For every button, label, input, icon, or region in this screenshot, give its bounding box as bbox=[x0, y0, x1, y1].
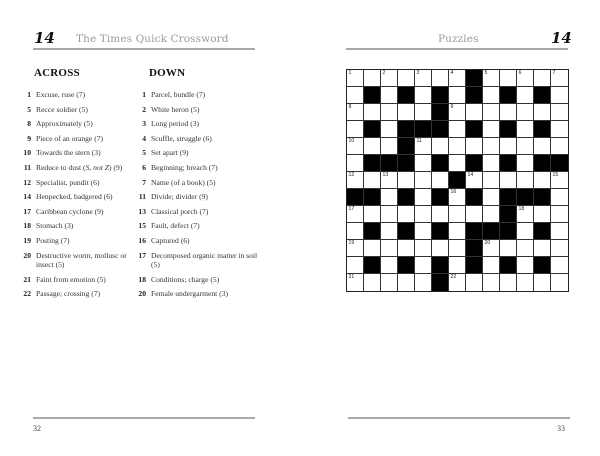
black-square bbox=[398, 189, 415, 206]
clue-text: Stomach (3) bbox=[36, 221, 74, 231]
grid-cell[interactable] bbox=[483, 274, 500, 291]
black-square bbox=[364, 155, 381, 172]
grid-cell[interactable] bbox=[551, 189, 568, 206]
down-clue-16 bbox=[134, 236, 262, 245]
grid-cell[interactable] bbox=[347, 104, 364, 121]
grid-cell[interactable] bbox=[432, 70, 449, 87]
clue-text: Henpecked, badgered (6) bbox=[36, 192, 113, 202]
black-square bbox=[466, 189, 483, 206]
grid-cell[interactable] bbox=[517, 257, 534, 274]
clue-number: 20 bbox=[138, 289, 146, 299]
clue-text: Parcel, bundle (7) bbox=[151, 90, 206, 99]
grid-cell[interactable] bbox=[347, 138, 364, 155]
down-clue-3 bbox=[134, 119, 262, 128]
black-square bbox=[432, 155, 449, 172]
black-square bbox=[500, 155, 517, 172]
grid-cell[interactable] bbox=[415, 70, 432, 87]
clue-text: Set apart (9) bbox=[151, 148, 189, 158]
cell-number: 15 bbox=[552, 171, 559, 178]
grid-cell[interactable] bbox=[347, 121, 364, 138]
clue-text: Beginning; breach (7) bbox=[151, 162, 218, 172]
clue-number: 8 bbox=[27, 119, 31, 129]
black-square bbox=[432, 274, 449, 291]
grid-cell[interactable] bbox=[500, 104, 517, 121]
left-puzzle-number: 14 bbox=[34, 29, 55, 47]
grid-cell[interactable] bbox=[483, 257, 500, 274]
black-square bbox=[466, 155, 483, 172]
across-clue-list bbox=[19, 90, 137, 304]
across-clue-18 bbox=[19, 221, 137, 230]
across-clue-9 bbox=[19, 134, 137, 143]
grid-cell[interactable] bbox=[381, 87, 398, 104]
black-square bbox=[449, 172, 466, 189]
grid-cell[interactable] bbox=[415, 189, 432, 206]
grid-cell[interactable] bbox=[551, 172, 568, 189]
grid-cell[interactable] bbox=[551, 138, 568, 155]
grid-cell[interactable] bbox=[517, 138, 534, 155]
grid-cell[interactable] bbox=[483, 155, 500, 172]
left-header-rule bbox=[33, 48, 255, 50]
black-square bbox=[500, 121, 517, 138]
clue-number: 15 bbox=[138, 221, 146, 231]
black-square bbox=[398, 223, 415, 240]
grid-cell[interactable] bbox=[500, 70, 517, 87]
down-clue-18 bbox=[134, 275, 262, 284]
black-square bbox=[398, 257, 415, 274]
black-square bbox=[466, 257, 483, 274]
grid-cell[interactable] bbox=[466, 138, 483, 155]
clue-number: 18 bbox=[23, 221, 31, 231]
grid-cell[interactable] bbox=[551, 87, 568, 104]
black-square bbox=[398, 155, 415, 172]
grid-cell[interactable] bbox=[483, 138, 500, 155]
black-square bbox=[398, 138, 415, 155]
grid-cell[interactable] bbox=[347, 223, 364, 240]
grid-cell[interactable] bbox=[449, 70, 466, 87]
clue-text: Destructive worm, mollusc or insect (5) bbox=[36, 250, 127, 269]
grid-cell[interactable] bbox=[381, 104, 398, 121]
black-square bbox=[466, 70, 483, 87]
grid-cell[interactable] bbox=[449, 138, 466, 155]
clue-number: 5 bbox=[142, 148, 146, 158]
grid-cell[interactable] bbox=[483, 121, 500, 138]
grid-cell[interactable] bbox=[466, 172, 483, 189]
clue-number: 2 bbox=[142, 104, 146, 114]
black-square bbox=[466, 240, 483, 257]
clue-text: Scuffle, struggle (6) bbox=[151, 133, 212, 143]
grid-cell[interactable] bbox=[517, 172, 534, 189]
grid-cell[interactable] bbox=[449, 189, 466, 206]
black-square bbox=[398, 121, 415, 138]
grid-cell[interactable] bbox=[415, 240, 432, 257]
cell-number: 2 bbox=[382, 69, 386, 76]
clue-text: Long period (3) bbox=[151, 119, 200, 129]
right-puzzle-number: 14 bbox=[551, 29, 572, 47]
grid-cell[interactable] bbox=[534, 138, 551, 155]
grid-cell[interactable] bbox=[500, 240, 517, 257]
grid-cell[interactable] bbox=[449, 121, 466, 138]
clue-number: 11 bbox=[138, 192, 146, 202]
down-clue-1 bbox=[134, 90, 262, 99]
grid-cell[interactable] bbox=[466, 206, 483, 223]
grid-cell[interactable] bbox=[432, 138, 449, 155]
grid-cell[interactable] bbox=[551, 223, 568, 240]
grid-cell[interactable] bbox=[347, 70, 364, 87]
grid-cell[interactable] bbox=[551, 206, 568, 223]
across-heading: ACROSS bbox=[34, 67, 80, 79]
clue-text: Conditions; charge (5) bbox=[151, 274, 220, 284]
grid-cell[interactable] bbox=[432, 172, 449, 189]
left-page-number: 32 bbox=[33, 424, 41, 433]
clue-text: Posting (7) bbox=[36, 235, 70, 245]
cell-number: 22 bbox=[450, 273, 457, 280]
clue-text: Approximately (5) bbox=[36, 119, 93, 129]
black-square bbox=[534, 87, 551, 104]
across-clue-1 bbox=[19, 90, 137, 99]
grid-cell[interactable] bbox=[432, 240, 449, 257]
clue-number: 17 bbox=[138, 250, 146, 260]
grid-cell[interactable] bbox=[517, 223, 534, 240]
black-square bbox=[534, 257, 551, 274]
cell-number: 16 bbox=[450, 188, 457, 195]
right-running-title: Puzzles bbox=[438, 33, 479, 45]
grid-cell[interactable] bbox=[483, 87, 500, 104]
grid-cell[interactable] bbox=[483, 172, 500, 189]
clue-number: 4 bbox=[142, 133, 146, 143]
grid-cell[interactable] bbox=[534, 206, 551, 223]
grid-cell[interactable] bbox=[364, 240, 381, 257]
clue-number: 10 bbox=[23, 148, 31, 158]
grid-cell[interactable] bbox=[381, 172, 398, 189]
grid-cell[interactable] bbox=[415, 206, 432, 223]
grid-cell[interactable] bbox=[381, 206, 398, 223]
clue-text: Fault, defect (7) bbox=[151, 221, 200, 231]
down-clue-6 bbox=[134, 163, 262, 172]
clue-number: 16 bbox=[138, 235, 146, 245]
grid-cell[interactable] bbox=[534, 172, 551, 189]
clue-text: Female undergarment (3) bbox=[151, 289, 229, 299]
grid-cell[interactable] bbox=[517, 206, 534, 223]
clue-number: 3 bbox=[142, 119, 146, 129]
grid-cell[interactable] bbox=[347, 257, 364, 274]
clue-number: 18 bbox=[138, 274, 146, 284]
grid-cell[interactable] bbox=[398, 274, 415, 291]
cell-number: 19 bbox=[348, 239, 355, 246]
black-square bbox=[432, 87, 449, 104]
grid-cell[interactable] bbox=[483, 189, 500, 206]
grid-cell[interactable] bbox=[517, 87, 534, 104]
across-clue-17 bbox=[19, 207, 137, 216]
cell-number: 7 bbox=[552, 69, 556, 76]
black-square bbox=[500, 223, 517, 240]
right-header-rule bbox=[346, 48, 568, 50]
clue-text: Recce soldier (5) bbox=[36, 104, 88, 114]
cell-number: 1 bbox=[348, 69, 352, 76]
grid-cell[interactable] bbox=[449, 223, 466, 240]
cell-number: 21 bbox=[348, 273, 355, 280]
cell-number: 8 bbox=[348, 103, 352, 110]
grid-cell[interactable] bbox=[415, 172, 432, 189]
left-running-title: The Times Quick Crossword bbox=[76, 33, 229, 45]
grid-cell[interactable] bbox=[347, 155, 364, 172]
across-clue-22 bbox=[19, 289, 137, 298]
grid-cell[interactable] bbox=[483, 206, 500, 223]
grid-cell[interactable] bbox=[398, 172, 415, 189]
grid-cell[interactable] bbox=[466, 274, 483, 291]
grid-cell[interactable] bbox=[364, 70, 381, 87]
black-square bbox=[534, 121, 551, 138]
black-square bbox=[534, 189, 551, 206]
down-clue-13 bbox=[134, 207, 262, 216]
clue-number: 14 bbox=[23, 192, 31, 202]
black-square bbox=[500, 87, 517, 104]
grid-cell[interactable] bbox=[551, 121, 568, 138]
grid-cell[interactable] bbox=[415, 274, 432, 291]
across-clue-20 bbox=[19, 251, 137, 270]
black-square bbox=[551, 155, 568, 172]
grid-cell[interactable] bbox=[415, 155, 432, 172]
black-square bbox=[466, 87, 483, 104]
clue-text: Faint from emotion (5) bbox=[36, 274, 106, 284]
clue-number: 6 bbox=[142, 162, 146, 172]
grid-cell[interactable] bbox=[500, 172, 517, 189]
clue-number: 5 bbox=[27, 104, 31, 114]
black-square bbox=[364, 257, 381, 274]
grid-cell[interactable] bbox=[347, 172, 364, 189]
cell-number: 9 bbox=[450, 103, 454, 110]
grid-cell[interactable] bbox=[534, 104, 551, 121]
grid-cell[interactable] bbox=[551, 104, 568, 121]
grid-cell[interactable] bbox=[347, 274, 364, 291]
cell-number: 4 bbox=[450, 69, 454, 76]
right-page-number: 33 bbox=[557, 424, 565, 433]
clue-number: 11 bbox=[23, 162, 31, 172]
black-square bbox=[364, 87, 381, 104]
clue-number: 13 bbox=[138, 206, 146, 216]
grid-cell[interactable] bbox=[398, 206, 415, 223]
grid-cell[interactable] bbox=[517, 274, 534, 291]
clue-number: 17 bbox=[23, 206, 31, 216]
cell-number: 12 bbox=[348, 171, 355, 178]
down-clue-4 bbox=[134, 134, 262, 143]
clue-number: 21 bbox=[23, 274, 31, 284]
black-square bbox=[432, 257, 449, 274]
across-clue-11 bbox=[19, 163, 137, 172]
cell-number: 17 bbox=[348, 205, 355, 212]
grid-cell[interactable] bbox=[347, 206, 364, 223]
grid-cell[interactable] bbox=[534, 240, 551, 257]
clue-text: Decomposed organic matter in soil (5) bbox=[151, 250, 258, 269]
grid-cell[interactable] bbox=[483, 70, 500, 87]
grid-cell[interactable] bbox=[517, 240, 534, 257]
grid-cell[interactable] bbox=[449, 104, 466, 121]
down-clue-15 bbox=[134, 221, 262, 230]
grid-cell[interactable] bbox=[398, 104, 415, 121]
across-clue-19 bbox=[19, 236, 137, 245]
down-clue-list bbox=[134, 90, 262, 304]
black-square bbox=[466, 223, 483, 240]
black-square bbox=[415, 121, 432, 138]
black-square bbox=[364, 223, 381, 240]
grid-cell[interactable] bbox=[398, 240, 415, 257]
grid-cell[interactable] bbox=[364, 104, 381, 121]
grid-cell[interactable] bbox=[517, 121, 534, 138]
clue-number: 7 bbox=[142, 177, 146, 187]
black-square bbox=[500, 257, 517, 274]
clue-number: 19 bbox=[23, 235, 31, 245]
black-square bbox=[517, 189, 534, 206]
grid-cell[interactable] bbox=[364, 274, 381, 291]
black-square bbox=[483, 223, 500, 240]
grid-cell[interactable] bbox=[381, 138, 398, 155]
down-clue-20 bbox=[134, 289, 262, 298]
down-clue-2 bbox=[134, 105, 262, 114]
cell-number: 14 bbox=[467, 171, 474, 178]
left-footer-rule bbox=[33, 417, 255, 419]
black-square bbox=[500, 189, 517, 206]
grid-cell[interactable] bbox=[415, 87, 432, 104]
black-square bbox=[364, 121, 381, 138]
clue-number: 9 bbox=[27, 133, 31, 143]
clue-number: 12 bbox=[23, 177, 31, 187]
cell-number: 13 bbox=[382, 171, 389, 178]
grid-cell[interactable] bbox=[415, 138, 432, 155]
grid-cell[interactable] bbox=[551, 240, 568, 257]
right-footer-rule bbox=[348, 417, 570, 419]
grid-cell[interactable] bbox=[551, 70, 568, 87]
grid-cell[interactable] bbox=[381, 240, 398, 257]
black-square bbox=[432, 189, 449, 206]
grid-cell[interactable] bbox=[415, 257, 432, 274]
clue-text: Excuse, ruse (7) bbox=[36, 90, 86, 99]
grid-cell[interactable] bbox=[347, 240, 364, 257]
grid-cell[interactable] bbox=[381, 189, 398, 206]
grid-cell[interactable] bbox=[466, 104, 483, 121]
grid-cell[interactable] bbox=[364, 172, 381, 189]
clue-number: 1 bbox=[142, 90, 146, 99]
crossword-grid[interactable] bbox=[346, 69, 569, 292]
grid-cell[interactable] bbox=[483, 104, 500, 121]
clue-text: Towards the stern (3) bbox=[36, 148, 101, 158]
cell-number: 10 bbox=[348, 137, 355, 144]
grid-cell[interactable] bbox=[364, 138, 381, 155]
grid-cell[interactable] bbox=[381, 257, 398, 274]
cell-number: 11 bbox=[416, 137, 422, 144]
grid-cell[interactable] bbox=[432, 206, 449, 223]
grid-cell[interactable] bbox=[415, 223, 432, 240]
grid-cell[interactable] bbox=[517, 104, 534, 121]
across-clue-14 bbox=[19, 192, 137, 201]
down-clue-7 bbox=[134, 178, 262, 187]
down-clue-11 bbox=[134, 192, 262, 201]
cell-number: 20 bbox=[484, 239, 491, 246]
cell-number: 6 bbox=[518, 69, 522, 76]
down-clue-17 bbox=[134, 251, 262, 270]
black-square bbox=[534, 223, 551, 240]
black-square bbox=[381, 155, 398, 172]
black-square bbox=[347, 189, 364, 206]
cell-number: 3 bbox=[416, 69, 420, 76]
black-square bbox=[398, 87, 415, 104]
down-clue-5 bbox=[134, 148, 262, 157]
grid-cell[interactable] bbox=[398, 70, 415, 87]
grid-cell[interactable] bbox=[449, 155, 466, 172]
clue-text: Piece of an orange (7) bbox=[36, 133, 104, 143]
cell-number: 5 bbox=[484, 69, 488, 76]
across-clue-5 bbox=[19, 105, 137, 114]
grid-cell[interactable] bbox=[347, 87, 364, 104]
clue-text: White heron (5) bbox=[151, 104, 200, 114]
across-clue-12 bbox=[19, 178, 137, 187]
black-square bbox=[432, 104, 449, 121]
grid-cell[interactable] bbox=[449, 274, 466, 291]
clue-text: Divide; divider (9) bbox=[151, 192, 208, 202]
black-square bbox=[364, 189, 381, 206]
clue-text: Passage; crossing (7) bbox=[36, 289, 101, 299]
across-clue-10 bbox=[19, 148, 137, 157]
grid-cell[interactable] bbox=[381, 223, 398, 240]
black-square bbox=[466, 121, 483, 138]
clue-text: Classical porch (7) bbox=[151, 206, 209, 216]
grid-cell[interactable] bbox=[534, 70, 551, 87]
grid-cell[interactable] bbox=[381, 70, 398, 87]
clue-text: Name (of a book) (5) bbox=[151, 177, 216, 187]
grid-cell[interactable] bbox=[500, 138, 517, 155]
clue-number: 22 bbox=[23, 289, 31, 299]
clue-number: 20 bbox=[23, 250, 31, 260]
cell-number: 18 bbox=[518, 205, 525, 212]
black-square bbox=[500, 206, 517, 223]
clue-number: 1 bbox=[27, 90, 31, 99]
grid-cell[interactable] bbox=[381, 274, 398, 291]
grid-cell[interactable] bbox=[517, 155, 534, 172]
grid-cell[interactable] bbox=[364, 206, 381, 223]
grid-cell[interactable] bbox=[483, 240, 500, 257]
grid-cell[interactable] bbox=[449, 206, 466, 223]
black-square bbox=[534, 155, 551, 172]
clue-text: Caribbean cyclone (9) bbox=[36, 206, 104, 216]
grid-cell[interactable] bbox=[534, 274, 551, 291]
grid-cell[interactable] bbox=[449, 240, 466, 257]
grid-cell[interactable] bbox=[449, 87, 466, 104]
grid-cell[interactable] bbox=[500, 274, 517, 291]
clue-text: Reduce to dust (S, not Z) (9) bbox=[36, 162, 123, 172]
clue-text: Captured (6) bbox=[151, 235, 190, 245]
grid-cell[interactable] bbox=[449, 257, 466, 274]
across-clue-8 bbox=[19, 119, 137, 128]
clue-text: Specialist, pundit (6) bbox=[36, 177, 100, 187]
grid-cell[interactable] bbox=[551, 274, 568, 291]
across-clue-21 bbox=[19, 275, 137, 284]
down-heading: DOWN bbox=[149, 67, 186, 79]
grid-cell[interactable] bbox=[415, 104, 432, 121]
black-square bbox=[432, 223, 449, 240]
grid-cell[interactable] bbox=[551, 257, 568, 274]
black-square bbox=[432, 121, 449, 138]
grid-cell[interactable] bbox=[381, 121, 398, 138]
grid-cell[interactable] bbox=[517, 70, 534, 87]
